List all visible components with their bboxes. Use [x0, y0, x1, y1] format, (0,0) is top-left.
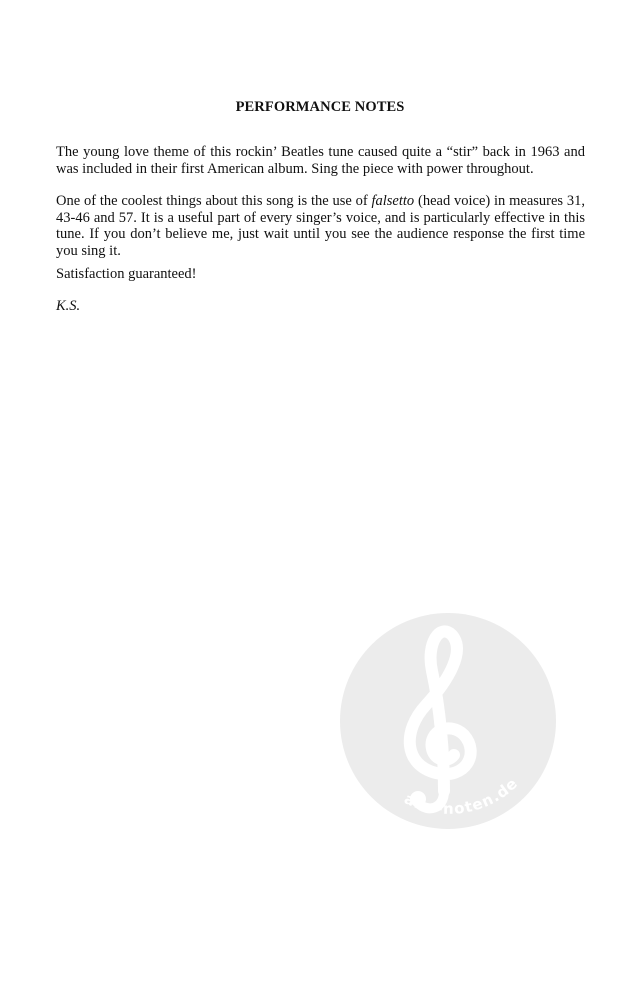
watermark-text: alle-noten.de	[401, 774, 522, 818]
paragraph-satisfaction: Satisfaction guaranteed!	[56, 266, 197, 282]
paragraph-falsetto	[56, 193, 585, 259]
paragraph-falsetto-after: (head voice) in measures 31, 43-46 and 57. It is a useful part of every singer’s voice, and is particularly effective in this tune. If you don’t believe me, just wait until you see the audience response the first time you sing it.	[56, 193, 585, 259]
signature: K.S.	[56, 298, 81, 314]
paragraph-falsetto-before: One of the coolest things about this song is the use of	[56, 193, 372, 209]
watermark-logo	[340, 613, 556, 829]
paragraph-intro: The young love theme of this rockin’ Beatles tune caused quite a “stir” back in 1963 and was included in their first American album. Sing the piece with power throughout.	[56, 144, 585, 177]
falsetto-emphasis: falsetto	[371, 193, 415, 209]
page-title: PERFORMANCE NOTES	[235, 99, 405, 115]
